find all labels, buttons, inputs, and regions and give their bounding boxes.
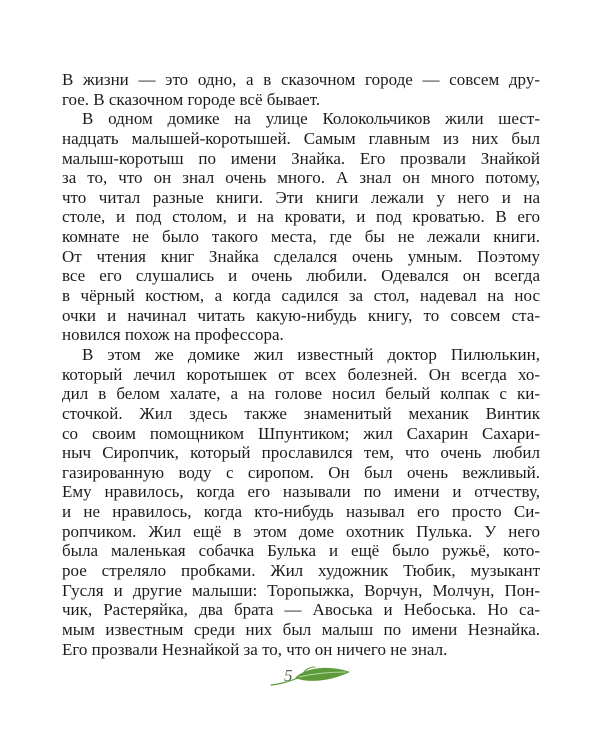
text-line: В этом же домике жил известный доктор Пилюлькин, — [82, 344, 540, 364]
text-line: малыш-коротыш по имени Знайка. Его прозвали Знайкой — [62, 148, 540, 168]
text-line: со своим помощником Шпунтиком; жил Сахарин Сахари- — [62, 423, 540, 443]
paragraph — [62, 70, 540, 109]
body-text — [62, 70, 540, 659]
text-line: От чтения книг Знайка сделался очень умным. Поэтому — [62, 246, 540, 266]
page-number: 5 — [284, 666, 293, 685]
text-line: комнате не было такого места, где бы не лежали книги. — [62, 227, 540, 247]
text-line: чик, Растеряйка, два брата — Авоська и Небоська. Но са- — [62, 600, 540, 620]
text-line: очки и начинал читать какую-нибудь книгу, то совсем ста- — [62, 305, 540, 325]
text-line: в чёрный костюм, а когда садился за стол, надевал на нос — [62, 286, 540, 306]
text-line: газированную воду с сиропом. Он был очень вежливый. — [62, 462, 540, 482]
text-line: Ему нравилось, когда его называли по имени и отчеству, — [62, 482, 540, 502]
text-line: ныч Сиропчик, который прославился тем, что очень любил — [62, 443, 540, 463]
text-line: сточкой. Жил здесь также знаменитый механик Винтик — [62, 403, 540, 423]
text-line: все его слушались и очень любили. Одевался он всегда — [62, 266, 540, 286]
text-line: и не нравилось, когда кто-нибудь называл его просто Си- — [62, 502, 540, 522]
text-line: который лечил коротышек от всех болезней. Он всегда хо- — [62, 364, 540, 384]
text-line: мым известным среди них был малыш по имени Незнайка. — [62, 619, 540, 639]
text-line: новился похож на профессора. — [62, 325, 284, 345]
text-line: В одном домике на улице Колокольчиков жили шест- — [82, 109, 540, 129]
text-line: дил в белом халате, а на голове носил белый колпак с ки- — [62, 384, 540, 404]
text-line: Его прозвали Незнайкой за то, что он ничего не знал. — [62, 639, 448, 659]
paragraph — [62, 345, 540, 659]
leaf-icon — [268, 661, 358, 691]
text-line: В жизни — это одно, а в сказочном городе — совсем дру- — [62, 70, 540, 89]
text-line: надцать малышей-коротышей. Самым главным из них был — [62, 128, 540, 148]
paragraph — [62, 109, 540, 345]
text-line: что читал разные книги. Эти книги лежали у него и на — [62, 187, 540, 207]
text-line: столе, и под столом, и на кровати, и под кроватью. В его — [62, 207, 540, 227]
text-line: ропчиком. Жил ещё в этом доме охотник Пулька. У него — [62, 521, 540, 541]
text-line: рое стреляло пробками. Жил художник Тюбик, музыкант — [62, 561, 540, 581]
text-line: Гусля и другие малыши: Торопыжка, Ворчун, Молчун, Пон- — [62, 580, 540, 600]
text-line: за то, что он знал очень много. А знал он много потому, — [62, 168, 540, 188]
text-line: была маленькая собачка Булька и ещё было ружьё, кото- — [62, 541, 540, 561]
text-line: гое. В сказочном городе всё бывает. — [62, 89, 321, 109]
